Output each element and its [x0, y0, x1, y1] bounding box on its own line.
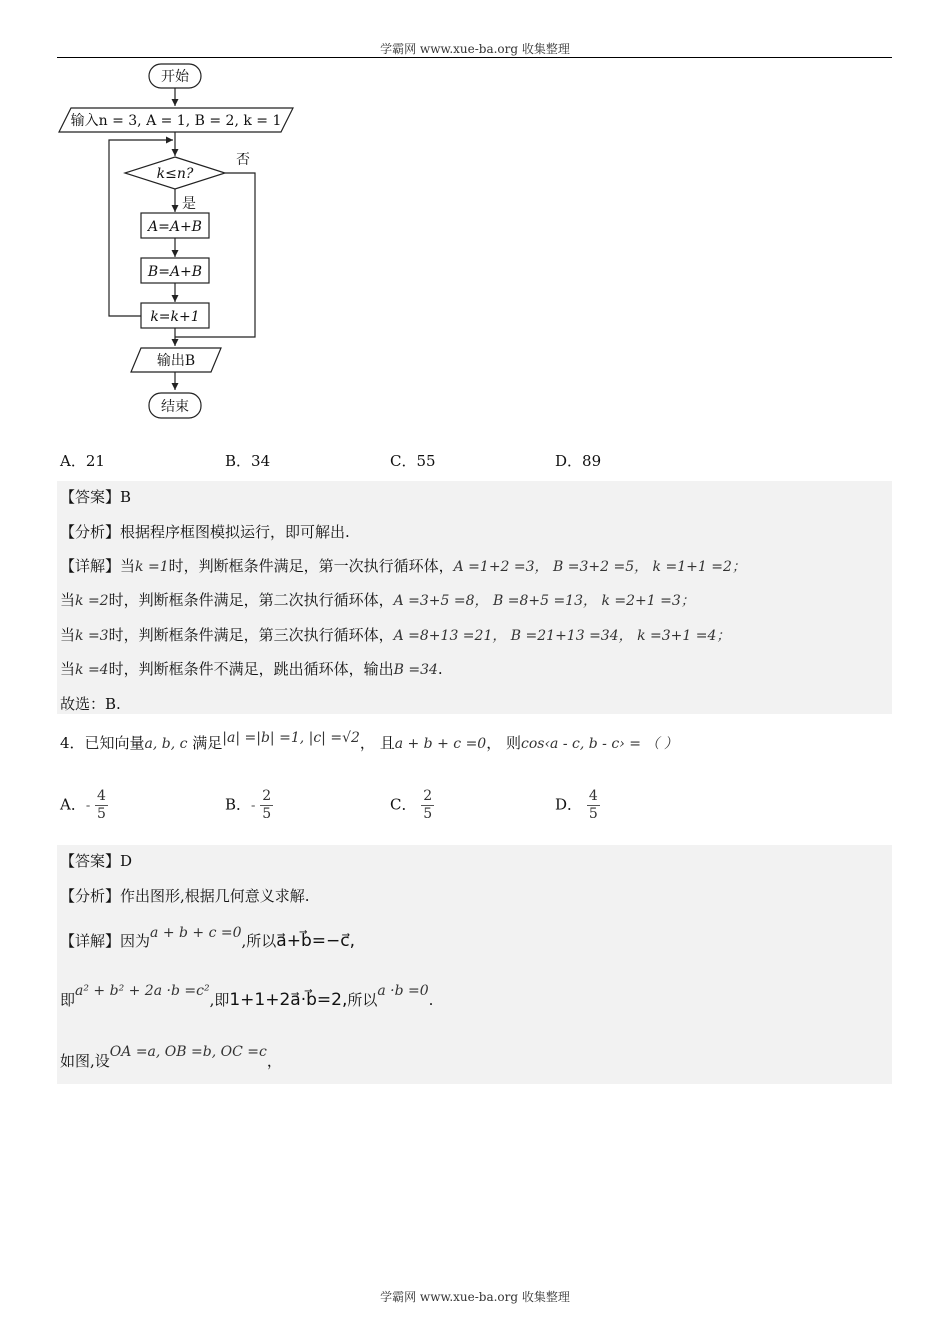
q3-answer: 【答案】B [60, 488, 132, 506]
q3-option-d: D．89 [555, 452, 602, 470]
header-rule [57, 57, 892, 58]
flow-step2-label: B=A+B [147, 264, 203, 280]
q3-detail-line-3: 当k =3时，判断框条件满足，第三次执行循环体，A =8+13 =21， B =21+13 =34， k =3+1 =4； [60, 626, 731, 644]
q3-conclusion: 故选：B. [60, 695, 121, 713]
flow-no-label: 否 [236, 152, 250, 168]
q3-detail-line-4: 当k =4时，判断框条件不满足，跳出循环体，输出B =34. [60, 660, 443, 678]
q3-option-c: C．55 [390, 452, 436, 470]
q3-detail-line-1: 【详解】当k =1时，判断框条件满足，第一次执行循环体，A =1+2 =3， B =3+2 =5， k =1+1 =2； [60, 557, 746, 575]
page-footer: 学霸网 www.xue-ba.org 收集整理 [380, 1290, 570, 1304]
q3-detail-line-2: 当k =2时，判断框条件满足，第二次执行循环体，A =3+5 =8， B =8+5 =13， k =2+1 =3； [60, 591, 695, 609]
q4-detail-line-3: 如图,设OA =a, OB =b, OC =c， [60, 1044, 282, 1070]
flowchart [55, 60, 305, 425]
q4-option-b: B．- $\frac{2}{5}$ [225, 788, 272, 822]
flow-step1-label: A=A+B [148, 219, 202, 235]
flow-decision-label: k≤n? [156, 166, 194, 182]
q3-option-a: A．21 [60, 452, 105, 470]
q3-analysis: 【分析】根据程序框图模拟运行，即可解出. [60, 523, 350, 541]
q4-option-c: C． $\frac{2}{5}$ [390, 788, 433, 822]
flow-yes-label: 是 [182, 196, 196, 212]
q3-solution-box [57, 481, 892, 714]
flow-input-label: 输入n = 3, A = 1, B = 2, k = 1 [70, 113, 282, 129]
q4-option-a: A．- $\frac{4}{5}$ [60, 788, 106, 822]
q4-detail-line-2: 即a² + b² + 2a ·b =c²,即1+1+2a⃗·b⃗=2,所以a ·b =0. [60, 983, 434, 1010]
q4-answer: 【答案】D [60, 852, 133, 870]
flow-output-label: 输出B [156, 353, 196, 369]
q4-solution-box [57, 845, 892, 1084]
flow-step3-label: k=k+1 [150, 309, 200, 325]
q4-option-d: D． $\frac{4}{5}$ [555, 788, 598, 822]
q4-analysis: 【分析】作出图形,根据几何意义求解. [60, 887, 310, 905]
q4-question: 4．已知向量a, b, c 满足|a| =|b| =1, |c| =√2， 且a + b + c =0， 则cos‹a - c, b - c› = （ ） [60, 730, 678, 752]
q4-detail-line-1: 【详解】因为a + b + c =0,所以a⃗+b⃗=−c⃗, [60, 925, 355, 951]
flow-start-label: 开始 [161, 69, 189, 85]
q3-option-b: B．34 [225, 452, 271, 470]
page-header: 学霸网 www.xue-ba.org 收集整理 [380, 42, 570, 56]
flow-end-label: 结束 [161, 399, 189, 415]
